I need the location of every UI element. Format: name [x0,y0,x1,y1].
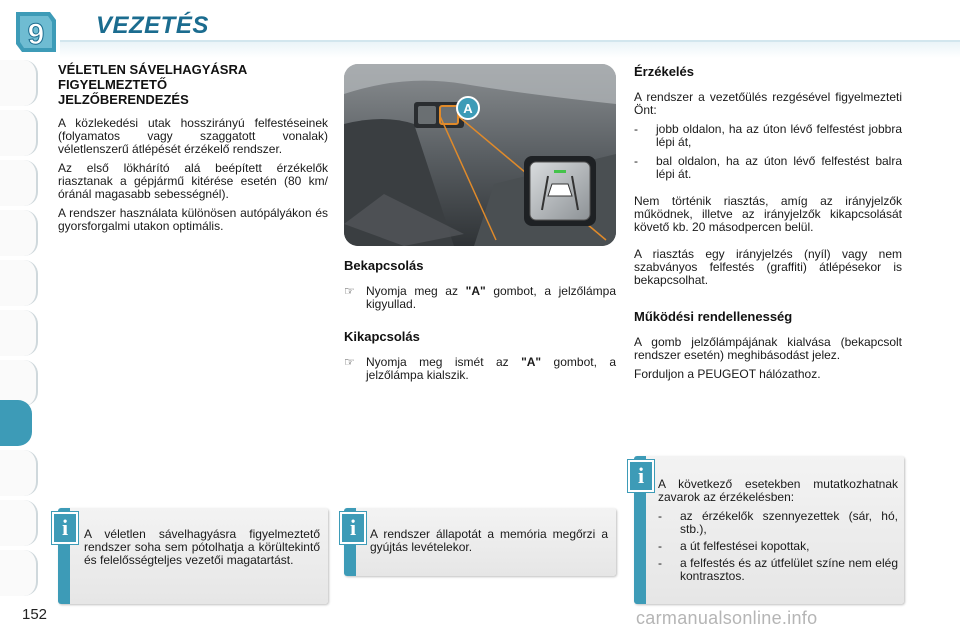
item-text: a út felfestései kopottak, [680,539,810,553]
side-tab-active [0,400,32,446]
column-right [634,64,902,387]
side-tab [0,260,38,306]
erzekeles-heading: Érzékelés [634,64,694,79]
dash-mark: - [658,539,662,553]
dash-mark: - [634,154,638,168]
side-tab [0,450,38,496]
mukodesi-heading: Működési rendellenesség [634,309,793,324]
watermark: carmanualsonline.info [636,608,818,628]
chapter-title: VEZETÉS [96,12,209,39]
info-item [658,540,898,553]
info-box-interference [634,456,904,604]
main-heading: VÉLETLEN SÁVELHAGYÁSRA FIGYELMEZTETŐ JELZŐBERENDEZÉS [58,62,247,107]
column-middle [344,258,616,382]
intro-paragraph: A közlekedési utak hosszirányú felfestéseinek (folyamatos vagy szaggatott vonalak) véletlenszerű átlépését érzékelő rendszer. [58,116,328,156]
info-list [658,478,898,589]
info-text: A véletlen sávelhagyásra figyelmeztető rendszer soha sem pótolhatja a körültekintő és felelősségteljes vezetői magatartást. [84,527,320,567]
erzekeles-intro: A rendszer a vezetőülés rezgésével figyelmezteti Önt: [634,90,902,117]
dash-mark: - [634,122,638,136]
info-icon: i [52,512,78,544]
chapter-number: 9 [27,18,45,51]
erzekeles-item [634,155,902,181]
side-tab [0,110,38,156]
side-tab [0,310,38,356]
side-tab [0,550,38,596]
info-item [658,557,898,583]
info-box-memory [344,508,616,576]
step-text: Nyomja meg az [366,284,466,298]
dash-mark: - [658,556,662,570]
side-tab [0,160,38,206]
kikapcsolas-heading: Kikapcsolás [344,329,420,344]
side-tab [0,500,38,546]
mukodesi-para1: A gomb jelzőlámpájának kialvása (bekapcsolt rendszer esetén) meghibásodást jelez. [634,335,902,362]
step-text: Nyomja meg ismét az [366,355,522,369]
item-text: jobb oldalon, ha az úton lévő felfestést jobbra lépi át, [656,122,902,149]
item-text: az érzékelők szennyezettek (sár, hó, stb.), [680,509,898,536]
dash-mark: - [658,509,662,523]
info-text: A rendszer állapotát a memória megőrzi a gyújtás levételekor. [370,527,608,554]
usage-paragraph: A rendszer használata különösen autópályákon és gyorsforgalmi utakon optimális. [58,206,328,233]
info-intro: A következő esetekben mutatkozhatnak zavarok az érzékelésben: [658,477,898,504]
column-left [58,62,328,239]
erzekeles-para1: Nem történik riasztás, amíg az irányjelzők működnek, illetve az irányjelzők kikapcsolását követő kb. 20 másodpercen belül. [634,194,902,234]
kikapcsolas-step [344,356,616,382]
step-text: gombot, a jelzőlámpa kialszik. [366,355,617,382]
bekapcsolas-step [344,285,616,311]
button-ref: "A" [521,355,542,369]
item-text: bal oldalon, ha az úton lévő felfestést balra lépi át. [656,154,902,181]
item-text: a felfestés és az útfelület színe nem elég kontrasztos. [680,556,898,583]
callout-a-label: A [463,101,473,116]
side-tab [0,210,38,256]
mukodesi-para2: Forduljon a PEUGEOT hálózathoz. [634,367,821,381]
pointer-icon: ☞ [344,355,355,369]
info-item [658,510,898,536]
dashboard-illustration [344,64,616,246]
sensor-paragraph: Az első lökhárító alá beépített érzékelők riasztanak a gépjármű kitérése esetén (80 km/óránál magasabb sebességnél). [58,161,328,201]
bekapcsolas-heading: Bekapcsolás [344,258,424,273]
erzekeles-para2: A riasztás egy irányjelzés (nyíl) vagy nem szabványos felfestés (graffiti) átlépésekor is bekapcsolhat. [634,247,902,287]
erzekeles-item [634,123,902,149]
pointer-icon: ☞ [344,284,355,298]
info-icon: i [340,512,366,544]
side-tab [0,60,38,106]
chapter-badge [10,6,62,58]
info-box-safety [58,508,328,604]
step-text: gombot, a jelzőlámpa kigyullad. [366,284,616,311]
page-number: 152 [22,606,48,623]
button-ref: "A" [465,284,486,298]
header-rule [60,40,960,58]
info-icon: i [628,460,654,492]
